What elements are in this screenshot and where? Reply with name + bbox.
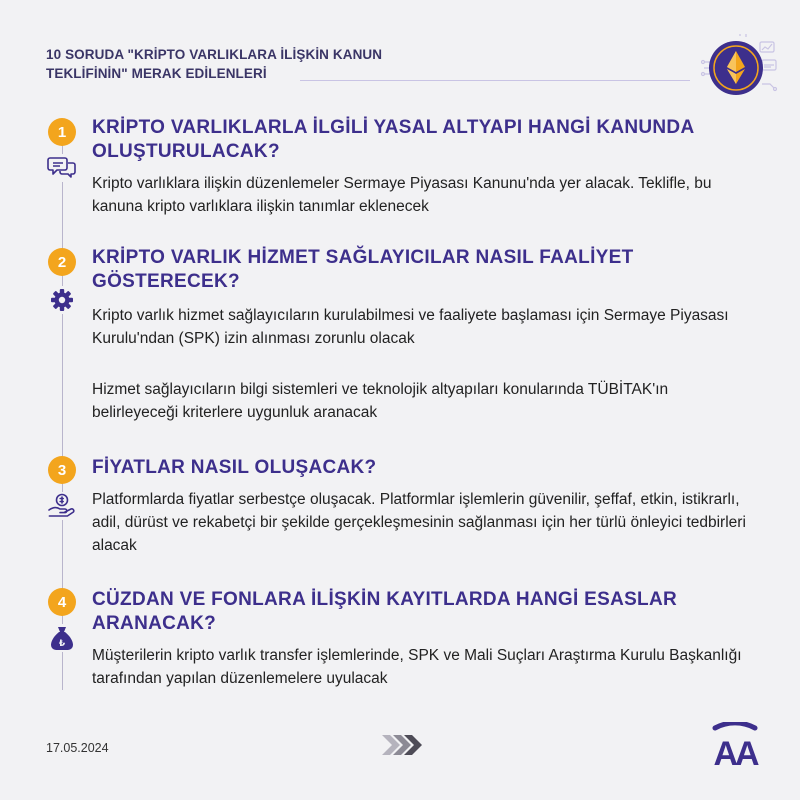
- aa-logo-text: AA: [713, 735, 757, 768]
- section-question: FİYATLAR NASIL OLUŞACAK?: [92, 457, 377, 478]
- section-number-badge: 2: [48, 248, 76, 276]
- section-question: KRİPTO VARLIKLARLA İLGİLİ YASAL ALTYAPI HANGİ KANUNDA OLUŞTURULACAK?: [92, 117, 694, 162]
- section-question: CÜZDAN VE FONLARA İLİŞKİN KAYITLARDA HANGİ ESASLAR ARANACAK?: [92, 589, 678, 634]
- publish-date: 17.05.2024: [46, 741, 109, 755]
- aa-logo: [711, 722, 759, 768]
- section-number-badge: 3: [48, 456, 76, 484]
- chat-bubbles-icon: [46, 154, 78, 182]
- header-divider: [300, 80, 690, 81]
- page-title: [46, 45, 466, 83]
- section-answer: Platformlarda fiyatlar serbestçe oluşacak. Platformlar işlemlerin güvenilir, şeffaf, etkin, istikrarlı, adil, dürüst ve rekabetçi bir şekilde gerçekleşmesinin sağlanması için her türlü önleyici tedbirleri alacak: [92, 491, 746, 554]
- section-number-badge: 1: [48, 118, 76, 146]
- ethereum-circuit-icon: [700, 32, 784, 104]
- page-title-line-1: 10 SORUDA "KRİPTO VARLIKLARA İLİŞKİN KANUN: [46, 47, 383, 62]
- chevrons-right-icon: [380, 733, 424, 757]
- svg-text:₺: ₺: [58, 639, 66, 649]
- hand-coin-icon: [46, 492, 78, 520]
- section-answer: Kripto varlık hizmet sağlayıcıların kurulabilmesi ve faaliyete başlaması için Sermaye Piyasası Kurulu'ndan (SPK) izin alınması zorunlu olacak: [92, 307, 729, 347]
- section-question: KRİPTO VARLIK HİZMET SAĞLAYICILAR NASIL FAALİYET GÖSTERECEK?: [92, 247, 634, 292]
- section-answer: Müşterilerin kripto varlık transfer işlemlerinde, SPK ve Mali Suçları Araştırma Kurulu Başkanlığı tarafından yapılan düzenlemelere uyulacak: [92, 647, 742, 687]
- section-answer-secondary: Hizmet sağlayıcıların bilgi sistemleri ve teknolojik altyapıları konularında TÜBİTAK'ın belirleyeceği kriterlere uygunluk aranacak: [92, 381, 669, 421]
- section-number-badge: 4: [48, 588, 76, 616]
- section-answer: Kripto varlıklara ilişkin düzenlemeler Sermaye Piyasası Kanunu'nda yer alacak. Teklifle, bu kanuna kripto varlıklara ilişkin tanımlar eklenecek: [92, 175, 712, 215]
- gear-icon: [46, 286, 78, 314]
- page-title-line-2: TEKLİFİNİN" MERAK EDİLENLERİ: [46, 66, 267, 81]
- money-bag-icon: [46, 624, 78, 652]
